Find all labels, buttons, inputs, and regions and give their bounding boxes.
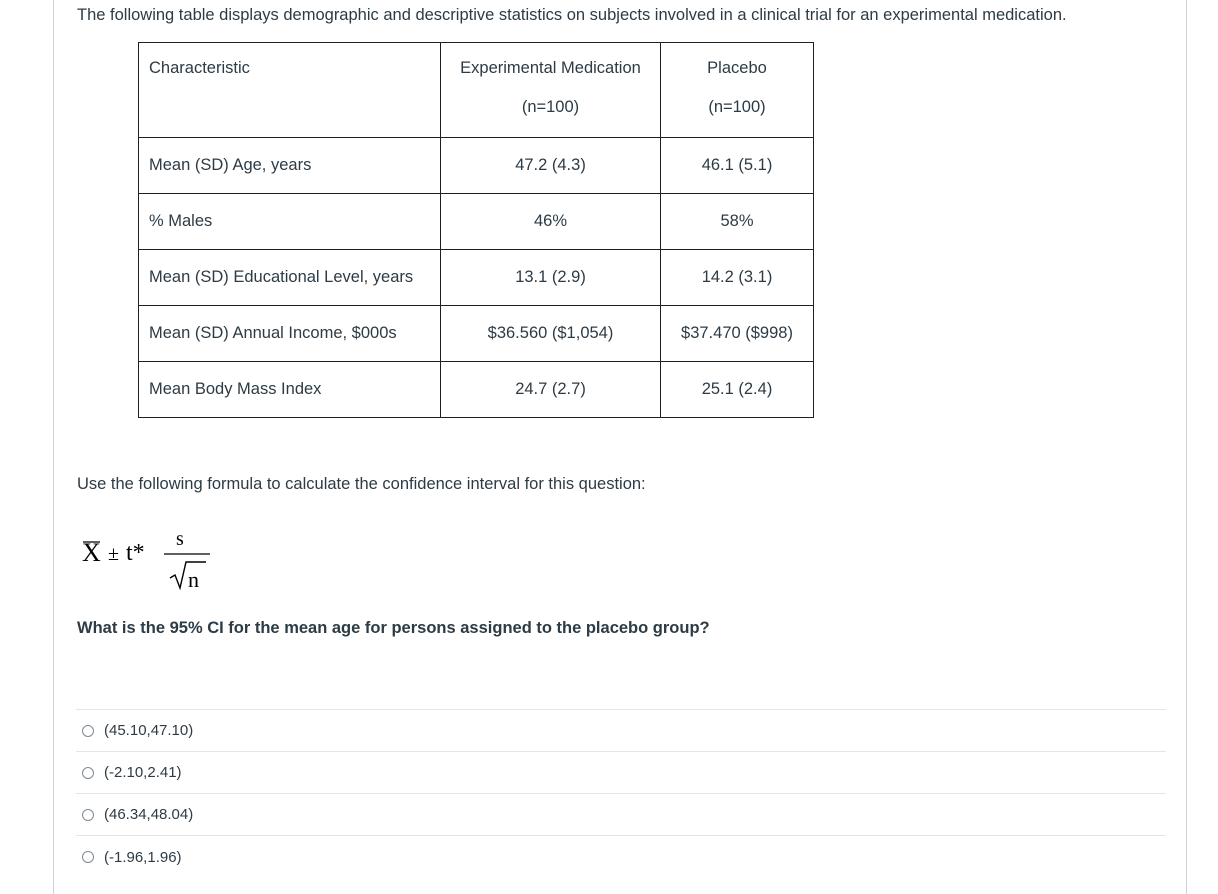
formula-t-star: t*: [126, 540, 145, 566]
header-placebo-n: (n=100): [708, 98, 766, 116]
row-experimental-value: 24.7 (2.7): [441, 362, 661, 418]
row-experimental-value: 46%: [441, 194, 661, 250]
radio-button[interactable]: [82, 767, 94, 779]
row-placebo-value: 46.1 (5.1): [661, 138, 814, 194]
header-placebo-label: Placebo: [707, 59, 767, 77]
answer-label[interactable]: (46.34,48.04): [104, 806, 194, 823]
question-text: What is the 95% CI for the mean age for persons assigned to the placebo group?: [77, 619, 710, 637]
table-row: [139, 362, 814, 418]
answer-option[interactable]: [76, 794, 1166, 836]
row-label: Mean (SD) Educational Level, years: [139, 250, 441, 306]
row-placebo-value: $37.470 ($998): [661, 306, 814, 362]
header-characteristic: [139, 43, 441, 138]
table-row: [139, 194, 814, 250]
row-label: Mean (SD) Annual Income, $000s: [139, 306, 441, 362]
table-row: [139, 250, 814, 306]
table-header-row: [139, 43, 814, 138]
radio-button[interactable]: [82, 725, 94, 737]
confidence-interval-formula: [80, 520, 220, 600]
answer-list: [76, 709, 1166, 878]
statistics-table: [138, 42, 814, 418]
radio-button[interactable]: [82, 851, 94, 863]
answer-label[interactable]: (-2.10,2.41): [104, 764, 182, 781]
header-experimental-label: Experimental Medication: [460, 59, 641, 77]
radio-button[interactable]: [82, 809, 94, 821]
answer-option[interactable]: [76, 836, 1166, 878]
row-placebo-value: 14.2 (3.1): [661, 250, 814, 306]
answer-option[interactable]: [76, 710, 1166, 752]
header-experimental-n: (n=100): [521, 98, 580, 116]
row-label: Mean Body Mass Index: [139, 362, 441, 418]
row-experimental-value: 47.2 (4.3): [441, 138, 661, 194]
header-characteristic-label: Characteristic: [149, 59, 250, 77]
table-row: [139, 306, 814, 362]
header-placebo: [661, 43, 814, 138]
formula-denominator: n: [188, 567, 199, 592]
row-experimental-value: 13.1 (2.9): [441, 250, 661, 306]
header-experimental: [441, 43, 661, 138]
row-placebo-value: 25.1 (2.4): [661, 362, 814, 418]
row-experimental-value: $36.560 ($1,054): [441, 306, 661, 362]
table-row: [139, 138, 814, 194]
row-label: % Males: [139, 194, 441, 250]
intro-text: The following table displays demographic and descriptive statistics on subjects involved in a clinical trial for an experimental medication.: [77, 6, 1067, 24]
answer-option[interactable]: [76, 752, 1166, 794]
row-placebo-value: 58%: [661, 194, 814, 250]
row-label: Mean (SD) Age, years: [139, 138, 441, 194]
answer-label[interactable]: (45.10,47.10): [104, 722, 194, 739]
formula-plus-minus: ±: [108, 543, 119, 565]
answer-label[interactable]: (-1.96,1.96): [104, 848, 182, 866]
formula-intro-text: Use the following formula to calculate the confidence interval for this question:: [77, 475, 646, 493]
formula-mean: X: [82, 538, 101, 567]
formula-numerator: s: [176, 528, 184, 550]
